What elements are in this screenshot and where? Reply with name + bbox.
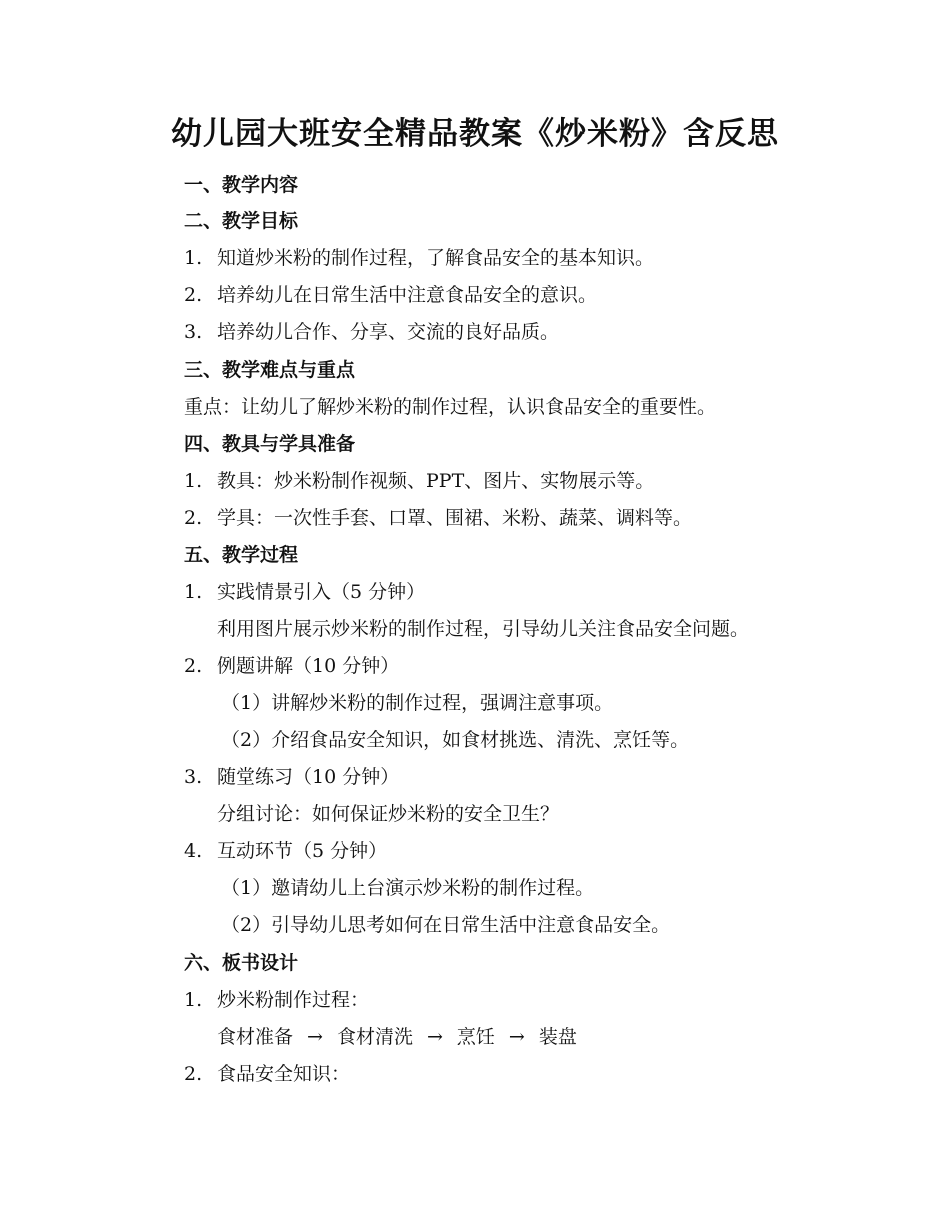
list-text: 互动环节（5 分钟） — [217, 840, 388, 862]
process-flow — [217, 1024, 577, 1050]
list-number: 2. — [184, 1063, 203, 1085]
sub-item: （2）引导幼儿思考如何在日常生活中注意食品安全。 — [221, 914, 671, 936]
step-detail: 利用图片展示炒米粉的制作过程，引导幼儿关注食品安全问题。 — [217, 618, 750, 640]
list-item — [184, 468, 654, 494]
list-text: 培养幼儿合作、分享、交流的良好品质。 — [217, 321, 560, 343]
list-item — [184, 245, 654, 271]
list-text: 例题讲解（10 分钟） — [217, 655, 400, 677]
list-text: 炒米粉制作过程： — [217, 989, 370, 1011]
sub-item: （1）讲解炒米粉的制作过程，强调注意事项。 — [221, 692, 614, 714]
flow-step: 烹饪 — [456, 1026, 495, 1048]
list-number: 2. — [184, 284, 203, 306]
list-number: 1. — [184, 989, 203, 1011]
list-item — [184, 319, 559, 345]
arrow-icon: → — [426, 1026, 443, 1048]
list-number: 3. — [184, 321, 203, 343]
list-item — [184, 1061, 350, 1087]
step-detail: 分组讨论：如何保证炒米粉的安全卫生？ — [217, 803, 560, 825]
section-heading-process: 五、教学过程 — [184, 544, 299, 566]
section-heading-key-points: 三、教学难点与重点 — [184, 359, 356, 381]
list-number: 2. — [184, 507, 203, 529]
list-item — [184, 838, 387, 864]
list-item — [184, 505, 692, 531]
list-number: 2. — [184, 655, 203, 677]
list-number: 3. — [184, 766, 203, 788]
list-number: 1. — [184, 470, 203, 492]
flow-step: 食材清洗 — [336, 1026, 413, 1048]
list-item — [184, 579, 425, 605]
list-text: 知道炒米粉的制作过程，了解食品安全的基本知识。 — [217, 247, 655, 269]
section-heading-content: 一、教学内容 — [184, 174, 299, 196]
list-text: 教具：炒米粉制作视频、PPT、图片、实物展示等。 — [217, 470, 655, 492]
section-heading-objectives: 二、教学目标 — [184, 210, 299, 232]
list-number: 1. — [184, 581, 203, 603]
list-text: 学具：一次性手套、口罩、围裙、米粉、蔬菜、调料等。 — [217, 507, 693, 529]
arrow-icon: → — [307, 1026, 323, 1048]
list-item — [184, 987, 369, 1013]
list-text: 培养幼儿在日常生活中注意食品安全的意识。 — [217, 284, 598, 306]
list-number: 4. — [184, 840, 203, 862]
list-item — [184, 764, 399, 790]
flow-step: 食材准备 — [217, 1026, 294, 1048]
list-text: 食品安全知识： — [217, 1063, 351, 1085]
list-text: 随堂练习（10 分钟） — [217, 766, 400, 788]
list-number: 1. — [184, 247, 203, 269]
arrow-icon: → — [508, 1026, 525, 1048]
sub-item: （2）介绍食品安全知识，如食材挑选、清洗、烹饪等。 — [221, 729, 690, 751]
paragraph: 重点：让幼儿了解炒米粉的制作过程，认识食品安全的重要性。 — [184, 396, 717, 418]
document-title: 幼儿园大班安全精品教案《炒米粉》含反思 — [171, 116, 779, 152]
list-text: 实践情景引入（5 分钟） — [217, 581, 426, 603]
list-item — [184, 653, 399, 679]
section-heading-materials: 四、教具与学具准备 — [184, 433, 356, 455]
sub-item: （1）邀请幼儿上台演示炒米粉的制作过程。 — [221, 877, 595, 899]
flow-step: 装盘 — [538, 1026, 577, 1048]
list-item — [184, 282, 597, 308]
section-heading-board-design: 六、板书设计 — [184, 952, 299, 974]
